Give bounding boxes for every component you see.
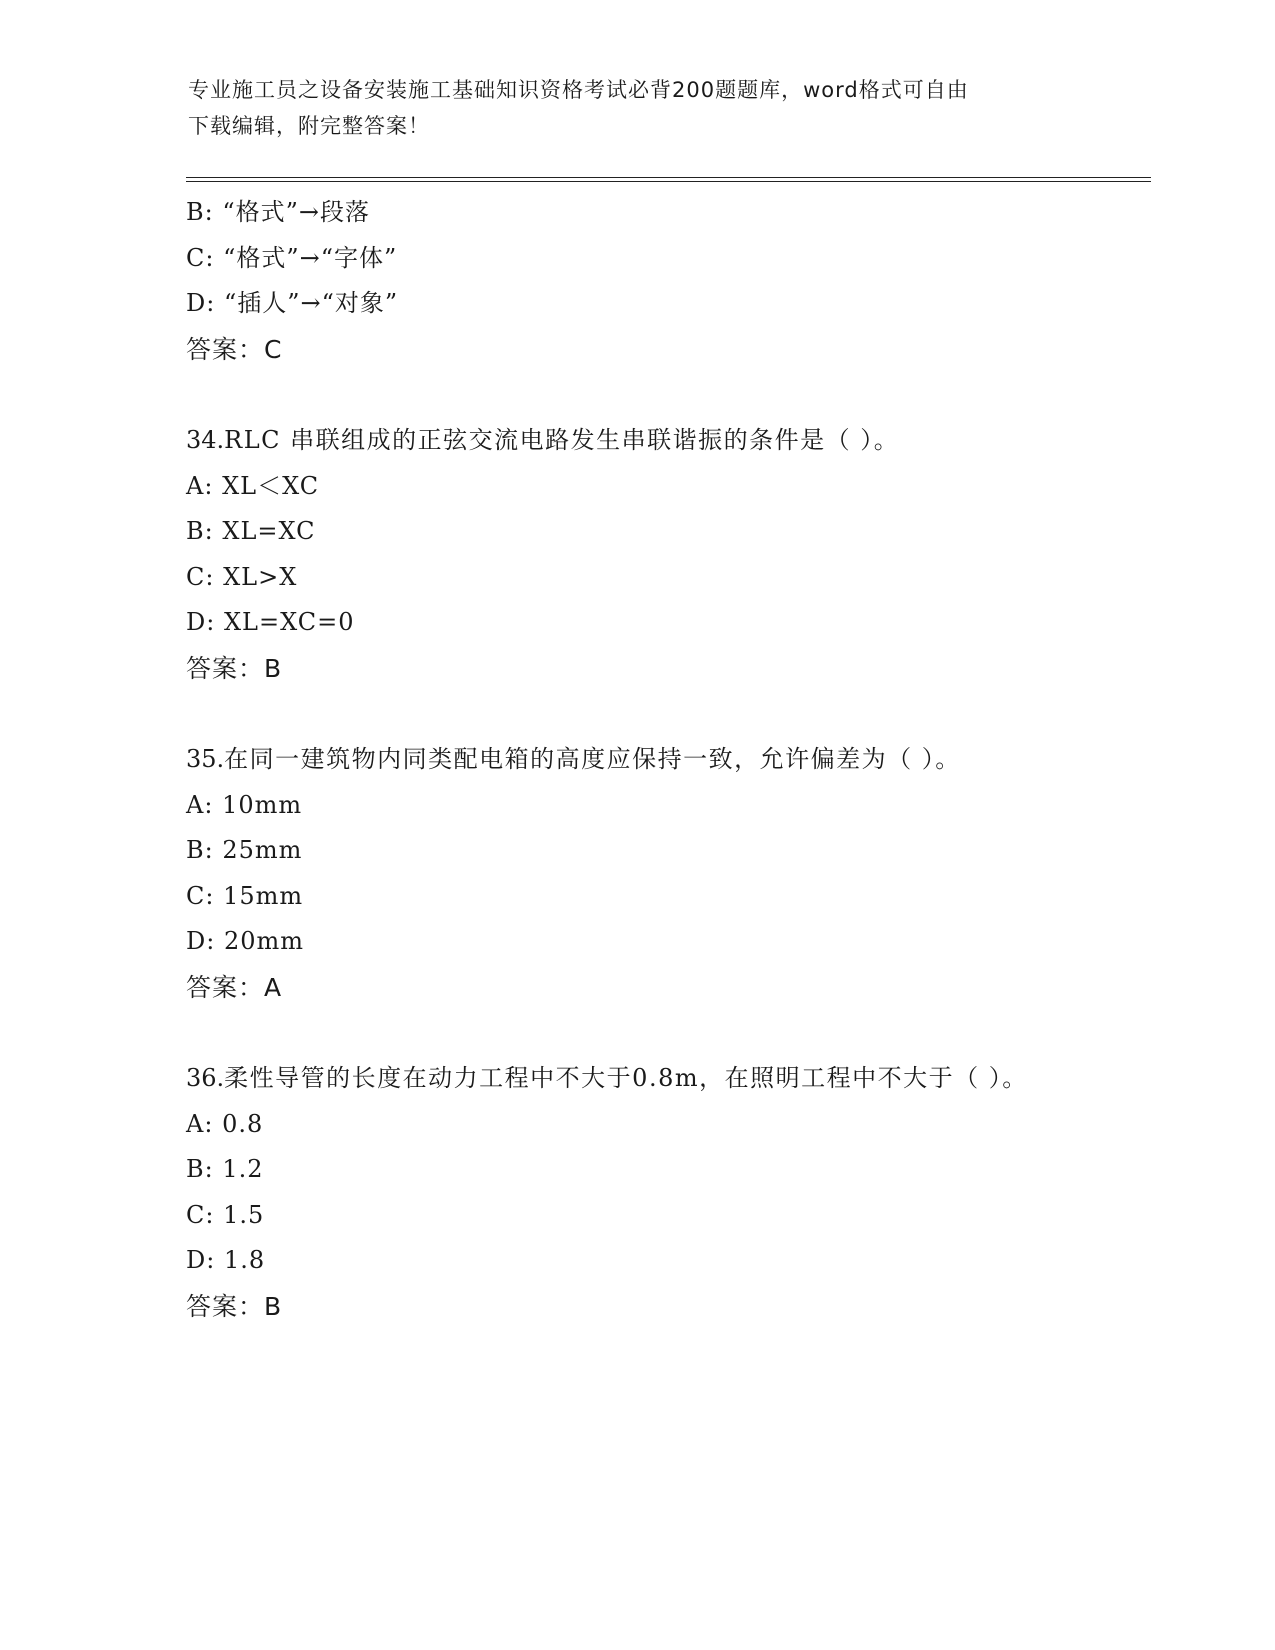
question-block	[186, 737, 1126, 1010]
option-line	[186, 555, 1126, 601]
option-letter: C:	[186, 881, 215, 910]
option-text: XL＜XC	[222, 471, 320, 500]
option-letter: D:	[186, 608, 216, 636]
header-line-2: 下载编辑，附完整答案！	[188, 114, 430, 138]
option-letter: B:	[186, 836, 214, 864]
answer-line: 答案：B	[186, 653, 283, 683]
option-text: 1.5	[223, 1200, 265, 1229]
option-line	[186, 919, 1126, 965]
answer-line: 答案：B	[186, 1291, 283, 1321]
option-letter: B:	[186, 198, 214, 226]
question-content	[186, 190, 1126, 1329]
option-letter: A:	[186, 471, 214, 500]
option-line	[186, 600, 1126, 646]
spacer	[186, 691, 1126, 737]
option-line	[186, 828, 1126, 874]
option-letter: C:	[186, 1200, 215, 1229]
option-letter: B:	[186, 517, 214, 545]
option-text: 25mm	[222, 836, 303, 864]
option-letter: A:	[186, 790, 214, 819]
option-line	[186, 1238, 1126, 1284]
option-line	[186, 874, 1126, 920]
option-line	[186, 1193, 1126, 1239]
option-line	[186, 783, 1126, 829]
option-line	[186, 1102, 1126, 1148]
option-text: “插人”→“对象”	[223, 289, 399, 317]
question-stem: 在同一建筑物内同类配电箱的高度应保持一致，允许偏差为（ ）。	[224, 745, 961, 773]
option-text: “格式”→段落	[222, 198, 371, 226]
option-letter: D:	[186, 927, 216, 955]
option-text: “格式”→“字体”	[223, 243, 398, 272]
answer-line: 答案：C	[186, 334, 283, 364]
option-text: 20mm	[223, 927, 305, 955]
option-text: XL>X	[223, 562, 298, 591]
document-header	[188, 72, 1068, 144]
option-line	[186, 509, 1126, 555]
question-block	[186, 418, 1126, 691]
question-text	[186, 737, 1086, 783]
question-number: 34.	[186, 426, 225, 454]
spacer	[186, 372, 1126, 418]
option-text: 10mm	[222, 790, 303, 819]
option-text: 1.8	[223, 1246, 266, 1274]
option-letter: C:	[186, 562, 215, 591]
option-text: XL=XC	[222, 517, 316, 545]
header-line-1: 专业施工员之设备安装施工基础知识资格考试必背200题题库，word格式可自由	[188, 78, 969, 102]
prev-question-block	[186, 190, 1126, 372]
question-number: 35.	[186, 745, 225, 773]
option-text: 15mm	[223, 881, 304, 910]
option-line	[186, 190, 1126, 236]
option-line	[186, 1147, 1126, 1193]
question-stem: 柔性导管的长度在动力工程中不大于0.8m，在照明工程中不大于（ ）。	[224, 1064, 1028, 1092]
question-text	[186, 418, 1086, 464]
question-stem: RLC 串联组成的正弦交流电路发生串联谐振的条件是（ ）。	[224, 426, 900, 454]
answer-line: 答案：A	[186, 972, 283, 1002]
option-text: 0.8	[222, 1109, 264, 1138]
option-line	[186, 464, 1126, 510]
question-number: 36.	[186, 1064, 225, 1092]
header-divider	[186, 177, 1151, 182]
option-text: 1.2	[222, 1155, 264, 1183]
question-block	[186, 1056, 1126, 1329]
option-line	[186, 281, 1126, 327]
option-text: XL=XC=0	[223, 608, 355, 636]
spacer	[186, 1010, 1126, 1056]
option-letter: B:	[186, 1155, 214, 1183]
option-line	[186, 236, 1126, 282]
option-letter: D:	[186, 289, 216, 317]
option-letter: A:	[186, 1109, 214, 1138]
question-text	[186, 1056, 1086, 1102]
option-letter: D:	[186, 1246, 216, 1274]
option-letter: C:	[186, 243, 215, 272]
